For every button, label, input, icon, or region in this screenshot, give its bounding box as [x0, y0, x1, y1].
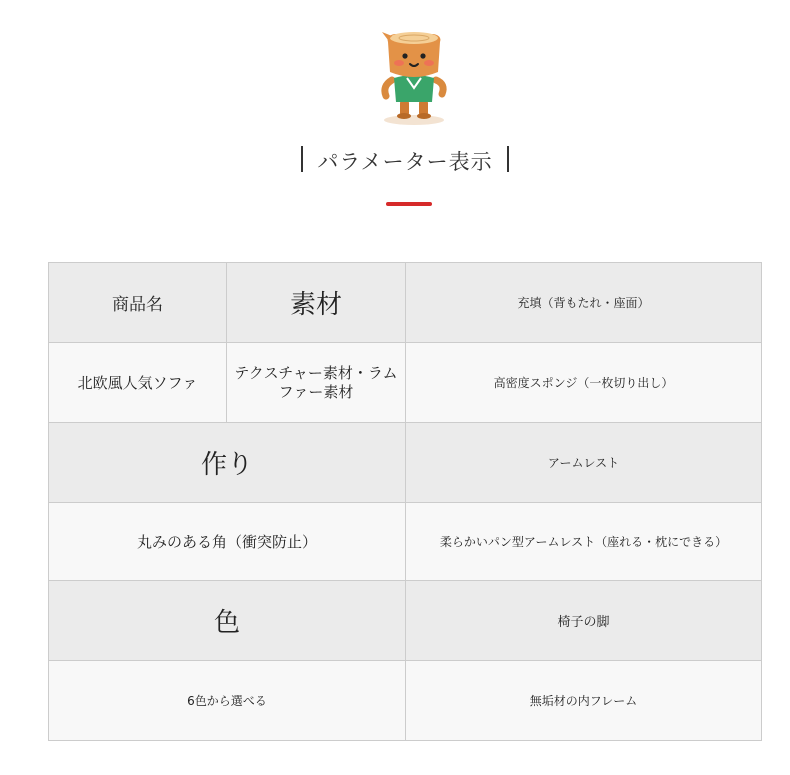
material-value: テクスチャー素材・ラムファー素材 [227, 343, 406, 423]
title-left-bar [301, 146, 303, 172]
product-name-label: 商品名 [49, 263, 227, 343]
legs-value: 無垢材の内フレーム [406, 661, 762, 741]
title-right-bar [507, 146, 509, 172]
table-row [49, 503, 762, 581]
page-title: パラメーター表示 [317, 150, 493, 174]
table-row [49, 423, 762, 503]
color-heading: 色 [49, 581, 406, 661]
armrest-heading: アームレスト [406, 423, 762, 503]
table-row [49, 343, 762, 423]
table-row [49, 661, 762, 741]
table-row [49, 581, 762, 661]
table-row [49, 263, 762, 343]
construction-value: 丸みのある角（衝突防止） [49, 503, 406, 581]
tree-stump-mascot-icon [374, 28, 454, 126]
construction-heading: 作り [49, 423, 406, 503]
section-title [0, 146, 790, 176]
sponge-value: 高密度スポンジ（一枚切り出し） [406, 343, 762, 423]
armrest-value: 柔らかいパン型アームレスト（座れる・枕にできる） [406, 503, 762, 581]
material-heading: 素材 [227, 263, 406, 343]
colors-value: 6色から選べる [49, 661, 406, 741]
product-name-value: 北欧風人気ソファ [49, 343, 227, 423]
parameter-table [48, 262, 762, 741]
title-accent-underline [386, 202, 432, 206]
legs-heading: 椅子の脚 [406, 581, 762, 661]
filling-heading: 充填（背もたれ・座面） [406, 263, 762, 343]
